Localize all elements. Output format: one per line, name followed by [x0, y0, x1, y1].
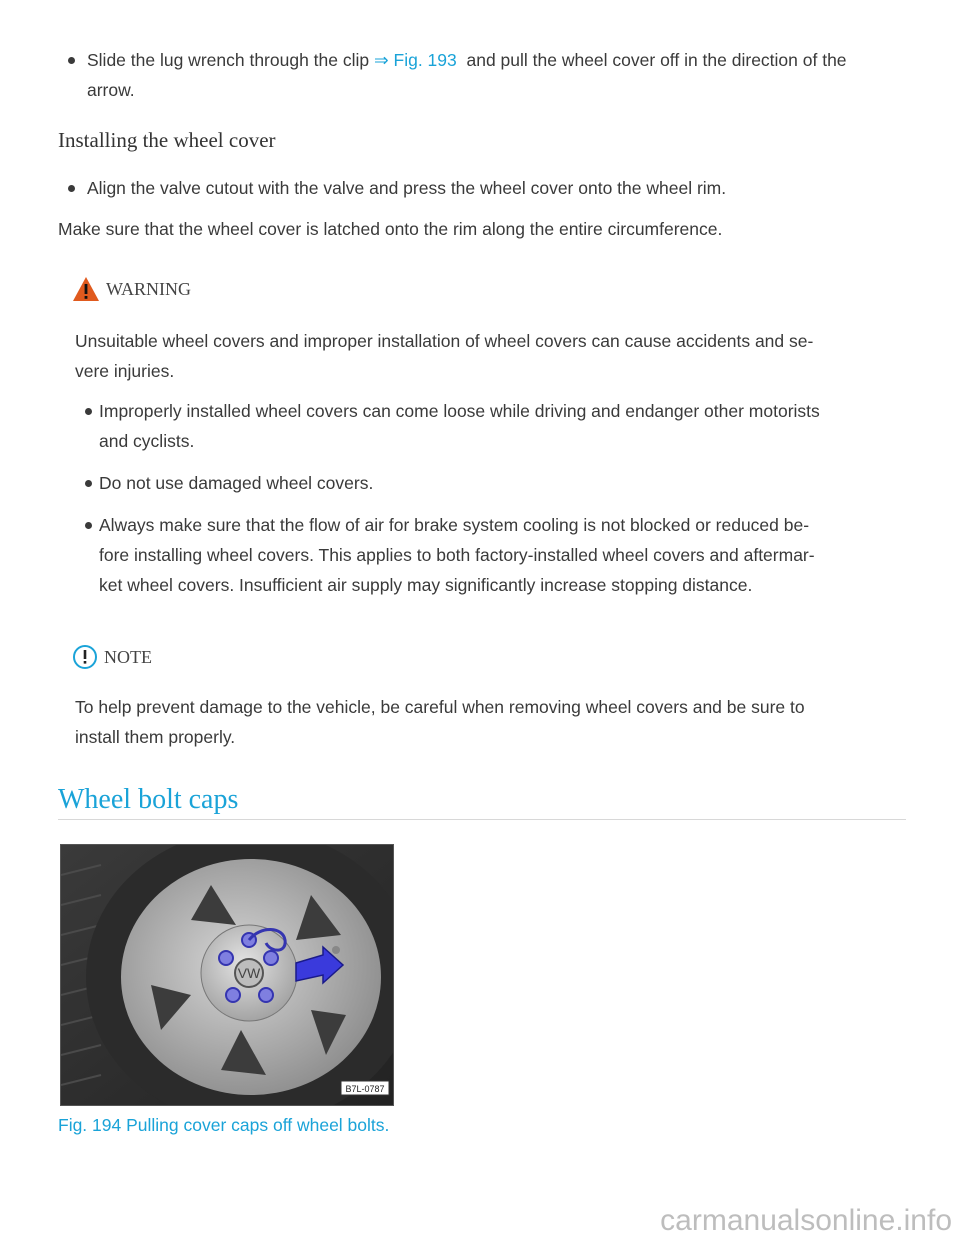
warning-bullet-2: Do not use damaged wheel covers.: [99, 473, 374, 493]
bullet-icon: [68, 185, 75, 192]
bullet-icon: [85, 480, 92, 487]
warning-label: WARNING: [106, 278, 191, 299]
figure-label: B7L-0787: [345, 1084, 385, 1094]
note-title: [72, 644, 152, 670]
note-line2: install them properly.: [75, 727, 236, 747]
note-line1: To help prevent damage to the vehicle, be careful when removing wheel covers and be sure to: [75, 697, 805, 717]
list-item: [70, 396, 935, 456]
exclamation-circle-icon: [72, 644, 98, 670]
paragraph-latched: Make sure that the wheel cover is latched onto the rim along the entire circumference.: [58, 219, 723, 239]
warning-bullet-3-line1: Always make sure that the flow of air for brake system cooling is not blocked or reduced be-: [99, 515, 810, 535]
list-item: [58, 45, 935, 105]
bullet-text: Align the valve cutout with the valve and press the wheel cover onto the wheel rim.: [87, 178, 727, 198]
warning-intro: [75, 326, 905, 386]
wheel-illustration: [61, 845, 393, 1105]
warning-bullet-1-line2: and cyclists.: [99, 431, 195, 451]
bullet-icon: [85, 408, 92, 415]
figure-caption: Fig. 194 Pulling cover caps off wheel bolts.: [58, 1115, 390, 1135]
list-item: [70, 510, 935, 600]
bullet-icon: [68, 57, 75, 64]
note-text: [75, 692, 905, 752]
warning-bullet-3-line3: ket wheel covers. Insufficient air supply may significantly increase stopping distance.: [99, 575, 753, 595]
svg-text:VW: VW: [237, 965, 261, 981]
watermark-footer: carmanualsonline.info: [660, 1204, 952, 1237]
bullet-text: Slide the lug wrench through the clip: [87, 50, 374, 70]
bullet-text-line2: arrow.: [87, 80, 135, 100]
subheading-installing: Installing the wheel cover: [58, 128, 276, 152]
section-divider: [58, 819, 906, 820]
bullet-text-cont: and pull the wheel cover off in the direction of the: [456, 50, 847, 70]
note-label: NOTE: [104, 646, 152, 667]
warning-triangle-icon: [72, 276, 100, 302]
figure-194: [60, 844, 394, 1106]
warning-title: [72, 276, 191, 302]
bullet-icon: [85, 522, 92, 529]
warning-bullet-3-line2: fore installing wheel covers. This applies to both factory-installed wheel covers and aftermar-: [99, 545, 815, 565]
warning-intro-line1: Unsuitable wheel covers and improper installation of wheel covers can cause accidents and se-: [75, 331, 814, 351]
section-title: Wheel bolt caps: [58, 784, 239, 815]
fig-193-link[interactable]: ⇒ Fig. 193: [373, 50, 457, 70]
warning-bullet-1-line1: Improperly installed wheel covers can come loose while driving and endanger other motorists: [99, 401, 820, 421]
list-item: [70, 468, 935, 498]
warning-intro-line2: vere injuries.: [75, 361, 175, 381]
list-item: [58, 173, 935, 203]
